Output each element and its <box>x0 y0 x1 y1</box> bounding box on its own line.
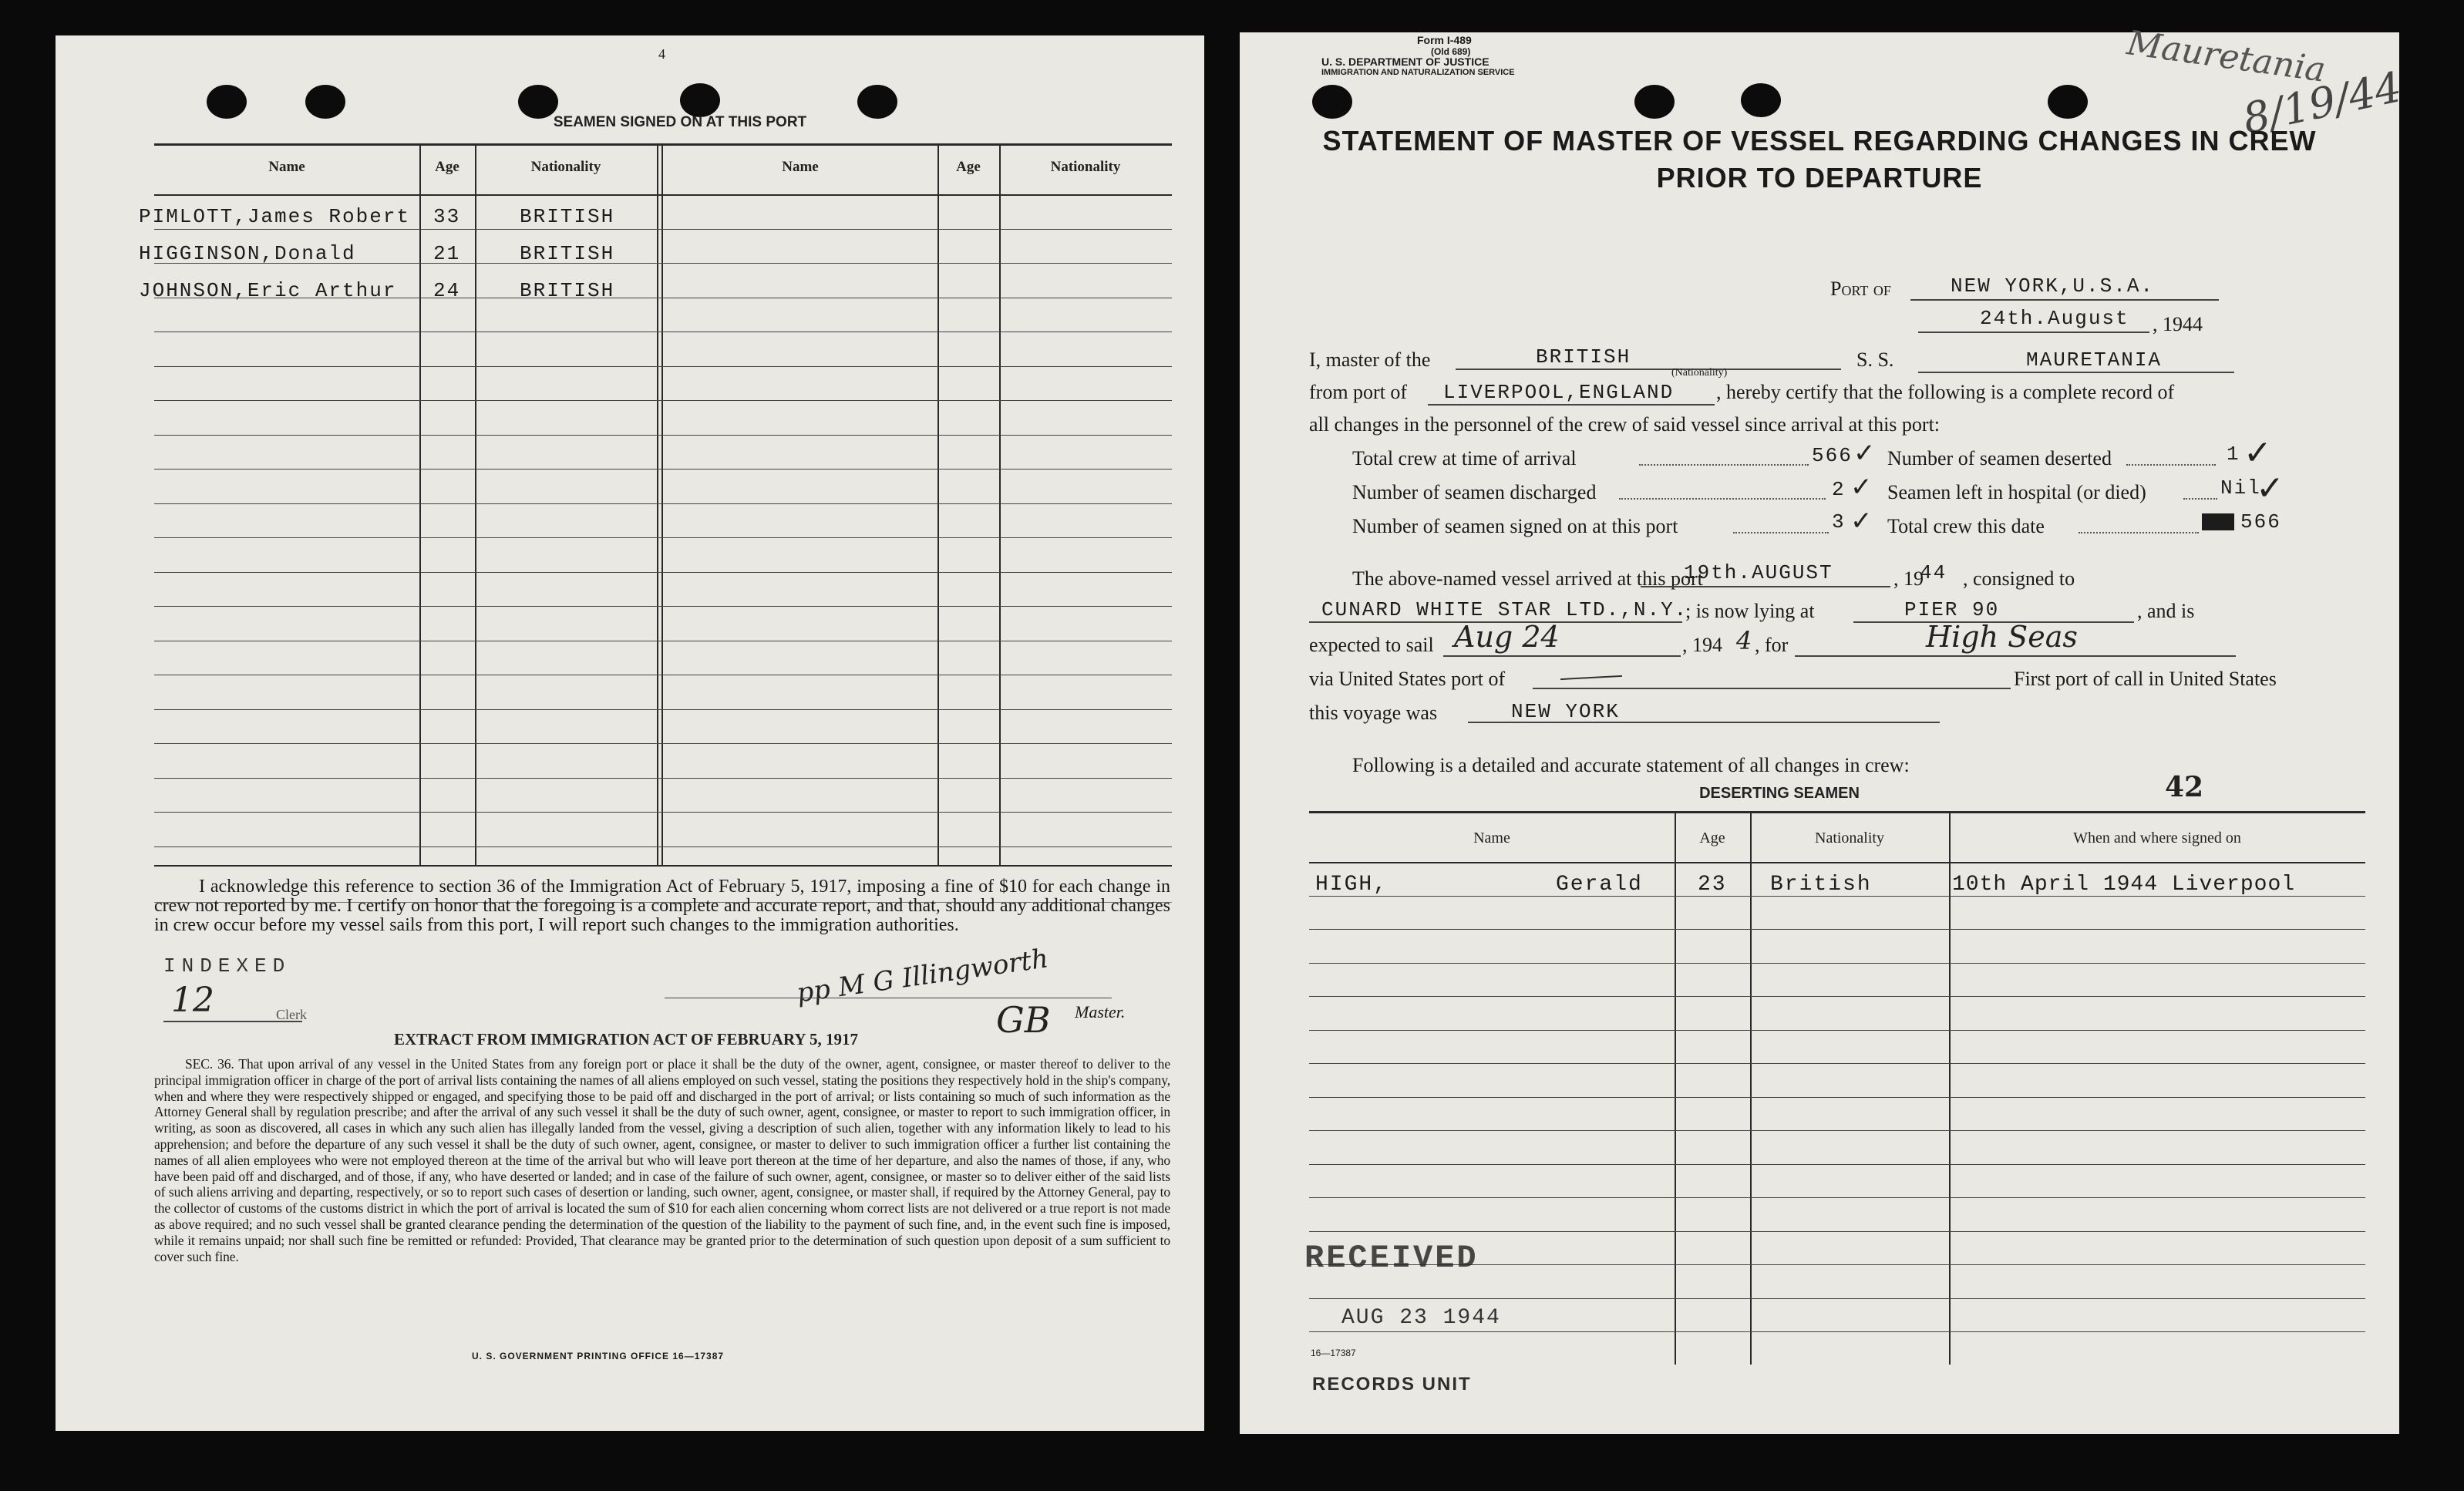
stat-label-total-arrival: Total crew at time of arrival <box>1352 447 1577 470</box>
row-line <box>1309 1197 2365 1198</box>
row-line <box>154 503 1172 504</box>
department: U. S. DEPARTMENT OF JUSTICE <box>1321 56 1490 68</box>
arrival-year-suffix: 44 <box>1920 561 1947 584</box>
records-unit-stamp: RECORDS UNIT <box>1312 1374 1472 1395</box>
form-code: 16—17387 <box>1311 1348 1356 1358</box>
port-label: Port of <box>1830 278 1891 300</box>
table-row-name: HIGGINSON,Donald <box>139 242 356 265</box>
col-header-nationality-2: Nationality <box>1050 159 1121 175</box>
service: IMMIGRATION AND NATURALIZATION SERVICE <box>1321 68 1515 77</box>
expected-label: expected to sail <box>1309 634 1434 656</box>
check-mark-icon: ✓ <box>1850 472 1873 503</box>
voyage-label: this voyage was <box>1309 702 1438 724</box>
certify-text: , hereby certify that the following is a complete record of <box>1716 381 2175 403</box>
table-row-nationality: BRITISH <box>520 242 615 265</box>
printer-line: U. S. GOVERNMENT PRINTING OFFICE 16—17387 <box>472 1351 725 1361</box>
first-port-value: NEW YORK <box>1511 700 1620 723</box>
row-line <box>154 778 1172 779</box>
form-old-number: (Old 689) <box>1431 46 1471 57</box>
stat-label-hospital: Seamen left in hospital (or died) <box>1887 481 2146 503</box>
arrived-text: The above-named vessel arrived at this port <box>1352 567 1703 590</box>
port-value: NEW YORK,U.S.A. <box>1951 274 2155 298</box>
struck-out-value <box>2202 513 2234 530</box>
right-page <box>1240 23 2406 1434</box>
deserting-number: 42 <box>2165 771 2204 803</box>
desert-col-age: Age <box>1699 830 1725 846</box>
form-number: Form I-489 <box>1417 34 1472 46</box>
stat-label-signed-on: Number of seamen signed on at this port <box>1352 515 1678 537</box>
row-line <box>1309 1298 2365 1299</box>
clerk-number: 12 <box>171 981 214 1020</box>
extract-title: EXTRACT FROM IMMIGRATION ACT OF FEBRUARY 5, 1917 <box>393 1030 859 1048</box>
row-line <box>154 366 1172 367</box>
deserter-given-name: Gerald <box>1556 873 1643 897</box>
row-line <box>154 229 1172 230</box>
row-line <box>154 709 1172 710</box>
consignee-value: CUNARD WHITE STAR LTD.,N.Y. <box>1321 598 1688 621</box>
master-signature: pp M G Illingworth <box>794 943 1051 1009</box>
stat-signed-on: 3 <box>1832 510 1846 533</box>
punch-hole <box>680 83 720 117</box>
master-of-label: I, master of the <box>1309 348 1431 371</box>
destination: High Seas <box>1926 620 2078 654</box>
row-line <box>154 743 1172 744</box>
check-mark-icon: ✓ <box>2244 433 2272 473</box>
dash-mark <box>1560 675 1622 680</box>
row-line <box>1309 1130 2365 1131</box>
punch-hole <box>1312 85 1352 119</box>
nationality-caption: (Nationality) <box>1671 367 1728 379</box>
table-row-age: 21 <box>433 242 461 265</box>
via-port-label: via United States port of <box>1309 668 1506 690</box>
row-line <box>154 572 1172 573</box>
sail-year-prefix: , 194 <box>1682 634 1722 656</box>
deserter-nationality: British <box>1770 873 1872 897</box>
sail-date: Aug 24 <box>1454 620 1560 654</box>
master-initials: GB <box>996 999 1051 1041</box>
nationality-value: BRITISH <box>1536 345 1631 369</box>
stat-total-arrival: 566 <box>1812 444 1853 467</box>
col-header-name-2: Name <box>782 159 819 175</box>
table-row-age: 24 <box>433 279 461 302</box>
consigned-label: , consigned to <box>1963 567 2075 590</box>
punch-hole <box>207 85 247 119</box>
vessel-name: MAURETANIA <box>2026 348 2163 372</box>
check-mark-icon: ✓ <box>1850 506 1873 537</box>
deserter-surname: HIGH, <box>1315 873 1389 897</box>
stat-label-deserted: Number of seamen deserted <box>1887 447 2112 470</box>
pier-value: PIER 90 <box>1904 598 2000 621</box>
check-mark-icon: ✓ <box>1853 438 1876 469</box>
received-stamp: RECEIVED <box>1304 1240 1479 1277</box>
col-header-age: Age <box>435 159 459 175</box>
table-row-name: JOHNSON,Eric Arthur <box>139 279 397 302</box>
master-label: Master. <box>1075 1002 1126 1021</box>
stat-label-total-date: Total crew this date <box>1887 515 2045 537</box>
stat-label-discharged: Number of seamen discharged <box>1352 481 1597 503</box>
extract-text: SEC. 36. That upon arrival of any vessel in the United States from any foreign port or place it shall be the duty of the owner, agent, consignee, or master thereof to deliver to the principal immigration officer in charge of the port of arrival lists containing the names of all aliens employed on such vessel, stating the positions they respectively hold in the ship's company, when and where they were respectively shipped or engaged, and specifying those to be paid off and discharged in the port of arrival; or lists containing so much of such information as the Attorney General shall by regulation prescribe; and after the arrival of any such vessel it shall be the duty of such owner, agent, consignee, or master to report to such immigration officer, in writing, as soon as discovered, all cases in which any such alien has illegally landed from the vessel, giving a description of such alien, together with any information likely to lead to his apprehension; and before the departure of any such vessel it shall be the duty of such owner, agent, consignee, or master to deliver to such immigration officer a further list containing the names of all alien employees who were not employed thereon at the time of the arrival but who will leave port thereon at the time of her departure, and also the names of those, if any, who have been paid off and discharged, and of those, if any, who have deserted or landed; and in case of the failure of such owner, agent, consignee, or master so to deliver either of the said lists of such aliens arriving and departing, respectively, or so to report such cases of desertion or landing, such owner, agent, consignee, or master shall, if required by the Attorney General, pay to the collector of customs of the customs district in which the port of arrival is located the sum of $10 for each alien concerning whom correct lists are not delivered or a true report is not made as above required; and no such vessel shall be granted clearance pending the determination of the question of the liability to the payment of such fine, and, in the event such fine is imposed, while it remains unpaid; nor shall such fine be remitted or refunded: Provided, That clearance may be granted prior to the determination of such question upon deposit of a sum sufficient to cover such fine. <box>154 1056 1170 1264</box>
lying-at-label: ; is now lying at <box>1685 600 1815 622</box>
sail-year-suffix: 4 <box>1736 626 1752 655</box>
all-changes-text: all changes in the personnel of the crew of said vessel since arrival at this port: <box>1309 413 1941 436</box>
col-header-nationality: Nationality <box>530 159 601 175</box>
clerk-label: Clerk <box>276 1007 307 1022</box>
statement-title: STATEMENT OF MASTER OF VESSEL REGARDING CHANGES IN CREW <box>1322 125 2317 157</box>
row-line <box>154 846 1172 847</box>
handwritten-date: 8/19/44 <box>2238 62 2406 143</box>
received-date-stamp: AUG 23 1944 <box>1341 1306 1501 1330</box>
statement-subtitle: PRIOR TO DEPARTURE <box>1656 162 1983 194</box>
indexed-stamp: INDEXED <box>163 954 291 978</box>
desert-col-nationality: Nationality <box>1815 830 1884 846</box>
punch-hole <box>305 85 345 119</box>
row-line <box>1309 1063 2365 1064</box>
date-value: 24th.August <box>1980 307 2129 330</box>
stat-deserted: 1 <box>2227 443 2240 466</box>
row-line <box>154 537 1172 538</box>
left-page <box>56 35 1204 1431</box>
arrival-year-prefix: , 19 <box>1893 567 1924 590</box>
row-line <box>1309 1231 2365 1232</box>
check-mark-icon: ✓ <box>2256 469 2284 508</box>
table-row-nationality: BRITISH <box>520 205 615 228</box>
punch-hole <box>1634 85 1675 119</box>
following-text: Following is a detailed and accurate statement of all changes in crew: <box>1352 754 1910 776</box>
stat-total-date: 566 <box>2240 510 2281 533</box>
row-line <box>154 812 1172 813</box>
stat-hospital: Nil <box>2220 476 2261 500</box>
table-row-age: 33 <box>433 205 461 228</box>
arrival-date: 19th.AUGUST <box>1684 561 1833 584</box>
row-line <box>1309 963 2365 964</box>
table-row-nationality: BRITISH <box>520 279 615 302</box>
and-is-label: , and is <box>2137 600 2195 622</box>
row-line <box>1309 929 2365 930</box>
punch-hole <box>1741 83 1781 117</box>
year-value: , 1944 <box>2153 313 2203 335</box>
row-line <box>154 400 1172 401</box>
ss-label: S. S. <box>1856 348 1894 371</box>
deserter-age: 23 <box>1698 873 1727 897</box>
row-line <box>1309 1331 2365 1332</box>
row-line <box>154 469 1172 470</box>
deserter-signed-on: 10th April 1944 Liverpool <box>1952 873 2296 897</box>
from-port-label: from port of <box>1309 381 1408 403</box>
row-line <box>154 606 1172 607</box>
page-number: 4 <box>658 46 665 62</box>
table-row-name: PIMLOTT,James Robert <box>139 205 411 228</box>
handwritten-corner-note: Mauretania <box>2124 23 2328 90</box>
col-header-age-2: Age <box>956 159 981 175</box>
desert-col-signed-on: When and where signed on <box>2073 830 2241 846</box>
row-line <box>1309 1097 2365 1098</box>
row-line <box>154 435 1172 436</box>
stat-discharged: 2 <box>1832 478 1846 501</box>
acknowledgement-text: I acknowledge this reference to section 36 of the Immigration Act of February 5, 1917, imposing a fine of $10 for each change in crew not reported by me. I certify on honor that the foregoing is a complete and accurate report, and that, should any additional changes in crew occur before my vessel sails from this port, I will report such changes to the immigration authorities. <box>154 877 1170 935</box>
row-line <box>1309 996 2365 997</box>
deserting-title: DESERTING SEAMEN <box>1699 785 1860 802</box>
from-port-value: LIVERPOOL,ENGLAND <box>1443 381 1675 404</box>
row-line <box>1309 1030 2365 1031</box>
row-line <box>1309 1164 2365 1165</box>
punch-hole <box>2048 85 2088 119</box>
desert-col-name: Name <box>1473 830 1510 846</box>
first-port-label: First port of call in United States <box>2014 668 2277 690</box>
for-label: , for <box>1755 634 1789 656</box>
section-title: SEAMEN SIGNED ON AT THIS PORT <box>553 114 807 130</box>
col-header-name: Name <box>268 159 305 175</box>
